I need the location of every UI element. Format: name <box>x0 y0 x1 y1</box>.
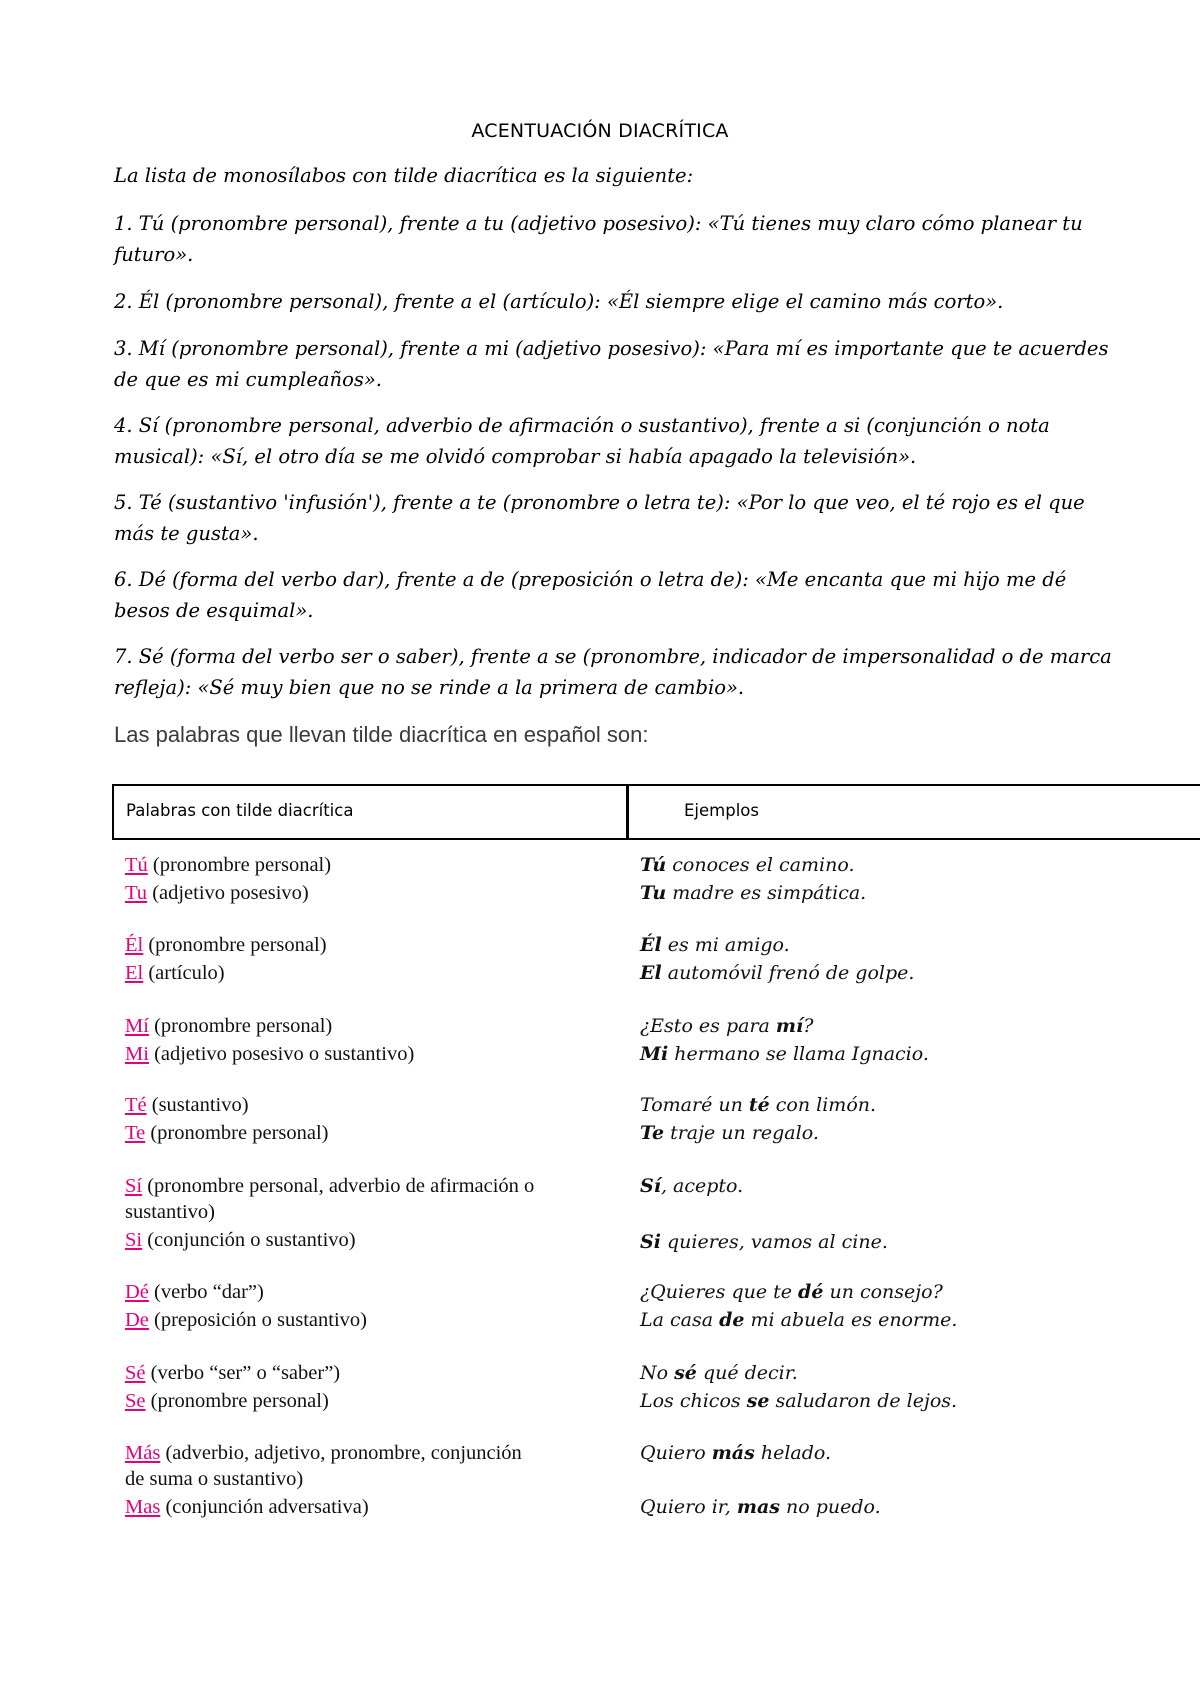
example: No sé qué decir. <box>640 1362 798 1384</box>
word-link[interactable]: Él <box>125 934 144 956</box>
intro-text: La lista de monosílabos con tilde diacrítica es la siguiente: <box>114 164 694 187</box>
example: Tu madre es simpática. <box>640 882 867 904</box>
example: Tomaré un té con limón. <box>640 1094 877 1116</box>
example: Los chicos se saludaron de lejos. <box>640 1390 958 1412</box>
table-header <box>112 784 1200 840</box>
example: Quiero ir, mas no puedo. <box>640 1496 881 1518</box>
word-link[interactable]: De <box>125 1309 149 1331</box>
list-item-7: 7. Sé (forma del verbo ser o saber), frente a se (pronombre, indicador de impersonalidad o de marca refleja): «Sé muy bien que no se rinde a la primera de cambio». <box>114 645 1112 699</box>
word-link[interactable]: Más <box>125 1442 161 1464</box>
list-item-1: 1. Tú (pronombre personal), frente a tu (adjetivo posesivo): «Tú tienes muy claro cómo planear tu futuro». <box>114 212 1083 266</box>
example: ¿Esto es para mí? <box>640 1015 814 1037</box>
example: Tú conoces el camino. <box>640 854 855 876</box>
page-title: ACENTUACIÓN DIACRÍTICA <box>471 120 729 142</box>
list-item-5: 5. Té (sustantivo 'infusión'), frente a te (pronombre o letra te): «Por lo que veo, el té rojo es el que más te gusta». <box>114 491 1085 545</box>
word-link[interactable]: Mí <box>125 1015 149 1037</box>
example: Mi hermano se llama Ignacio. <box>640 1043 929 1065</box>
header-examples: Ejemplos <box>684 801 759 820</box>
word-link[interactable]: Tu <box>125 882 148 904</box>
example: Si quieres, vamos al cine. <box>640 1231 888 1253</box>
example: El automóvil frenó de golpe. <box>640 962 915 984</box>
example: Te traje un regalo. <box>640 1122 819 1144</box>
word-link[interactable]: Sé <box>125 1362 146 1384</box>
document-page: ACENTUACIÓN DIACRÍTICA La lista de monosílabos con tilde diacrítica es la siguiente: 1. Tú (pronombre personal), frente a tu (adjetivo posesivo): «Tú tienes muy claro cómo planear tu futuro». 2. Él (pronombre personal), frente a el (artículo): «Él siempre elige el camino más corto». 3. Mí (pronombre personal), frente a mi (adjetivo posesivo): «Para mí es importante que te acuerdes de que es mi cumpleaños». 4. Sí (pronombre personal, adverbio de afirmación o sustantivo), frente a si (conjunción o nota musical): «Sí, el otro día se me olvidó comprobar si había apagado la televisión». 5. Té (sustantivo 'infusión'), frente a te (pronombre o letra te): «Por lo que veo, el té rojo es el que más te gusta». 6. Dé (forma del verbo dar), frente a de (preposición o letra de): «Me encanta que mi hijo me dé besos de esquimal». 7. Sé (forma del verbo ser o saber), frente a se (pronombre, indicador de impersonalidad o de marca refleja): «Sé muy bien que no se rinde a la primera de cambio». Las palabras que llevan tilde diacrítica en español son: Palabras con tilde diacrítica Ejemplos Tú (pronombre personal) Tu (adjetivo posesivo) Tú conoces el camino. Tu madre es simpática. Él (pronombre personal) El (artículo) Él es mi amigo. El automóvil frenó de golpe. Mí (pronombre personal) Mi (adjetivo posesivo o sustantivo) ¿Esto es para mí? Mi hermano se llama Ignacio. Té (sustantivo) Te (pronombre personal) Tomaré un té con limón. Te traje un regalo. Sí (pronombre personal, adverbio de afirmación o sustantivo) Si (conjunción o sustantivo) Sí, acepto. Si quieres, vamos al cine. Dé (verbo “dar”) De (preposición o sustantivo) ¿Quieres que te dé un consejo? La casa de mi abuela es enorme. Sé (verbo “ser” o “saber”) Se (pronombre personal) No sé qué decir. Los chicos se saludaron de lejos. Más (adverbio, adjetivo, pronombre, conjunción de suma o sustantivo) Mas (conjunción adversativa) Quiero más helado. Quiero ir, mas no puedo. <box>0 0 1200 1698</box>
example: Él es mi amigo. <box>640 934 790 956</box>
list-item-3: 3. Mí (pronombre personal), frente a mi (adjetivo posesivo): «Para mí es importante que te acuerdes de que es mi cumpleaños». <box>114 337 1109 391</box>
word-link[interactable]: Se <box>125 1390 146 1412</box>
list-item-2: 2. Él (pronombre personal), frente a el (artículo): «Él siempre elige el camino más corto». <box>114 290 1004 313</box>
header-words: Palabras con tilde diacrítica <box>126 801 354 820</box>
word-link[interactable]: Te <box>125 1122 146 1144</box>
example: Sí, acepto. <box>640 1175 744 1197</box>
example: Quiero más helado. <box>640 1442 832 1464</box>
word-link[interactable]: Tú <box>125 854 148 876</box>
word-link[interactable]: Dé <box>125 1281 149 1303</box>
example: La casa de mi abuela es enorme. <box>640 1309 958 1331</box>
word-link[interactable]: Sí <box>125 1175 143 1197</box>
word-link[interactable]: Mas <box>125 1496 161 1518</box>
table-divider <box>626 786 629 838</box>
word-link[interactable]: Té <box>125 1094 147 1116</box>
table-intro-text: Las palabras que llevan tilde diacrítica en español son: <box>114 722 649 747</box>
list-item-6: 6. Dé (forma del verbo dar), frente a de (preposición o letra de): «Me encanta que mi hijo me dé besos de esquimal». <box>114 568 1067 622</box>
word-link[interactable]: Mi <box>125 1043 149 1065</box>
example: ¿Quieres que te dé un consejo? <box>640 1281 943 1303</box>
list-item-4: 4. Sí (pronombre personal, adverbio de afirmación o sustantivo), frente a si (conjunción o nota musical): «Sí, el otro día se me olvidó comprobar si había apagado la televisión». <box>114 414 1050 468</box>
word-link[interactable]: Si <box>125 1229 143 1251</box>
word-link[interactable]: El <box>125 962 144 984</box>
